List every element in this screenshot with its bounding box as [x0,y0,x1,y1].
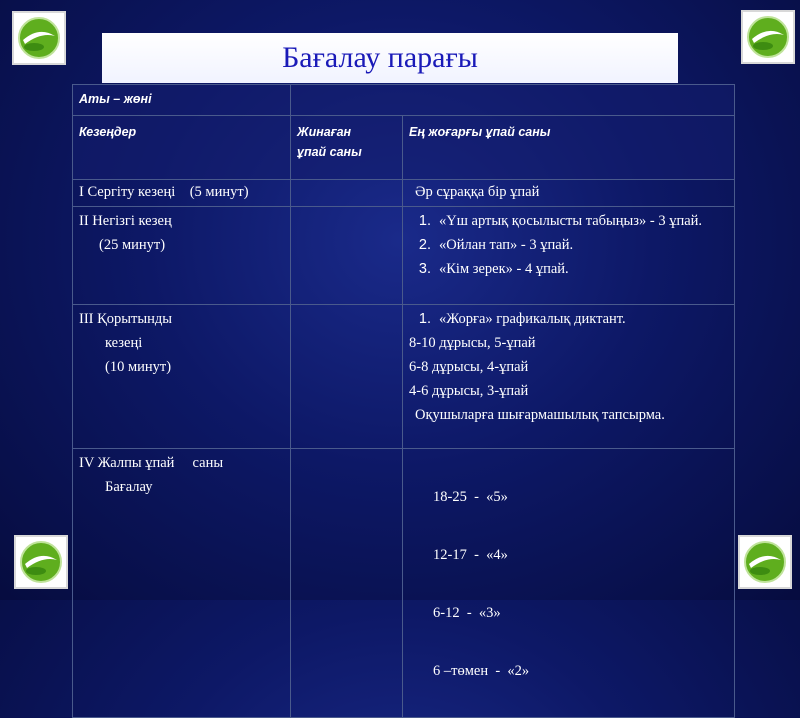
max-cell [403,207,735,305]
grade-line: 6-12 - «3» [433,605,501,621]
table-row [73,207,735,305]
table-row [73,180,735,207]
stage-cell [73,305,291,449]
grade-line: 6 –төмен - «2» [433,663,530,679]
stage-cell [73,207,291,305]
stage-text: II Негізгі кезең [79,213,172,229]
list-item: 2. «Ойлан тап» - 3 ұпай. [435,233,734,257]
score-criteria-line: 6-8 дұрысы, 4-ұпай [409,359,529,375]
table-row [73,305,735,449]
creative-task-line: Оқушыларға шығармашылық тапсырма. [415,407,665,423]
stage-duration: (25 минут) [99,237,166,253]
header-row [73,116,735,180]
max-cell [403,180,735,207]
score-cell [291,180,403,207]
stage-text: IV Жалпы ұпай саны [79,455,224,471]
stage-text-cont: кезеңі [105,335,143,351]
header-collected-line2: ұпай саны [297,145,362,159]
header-max-score: Ең жоғарғы ұпай саны [409,125,551,139]
logo-icon-bottom-left [14,535,68,589]
logo-icon-top-left [12,11,66,65]
header-collected-line1: Жинаған [297,125,352,139]
score-cell [291,449,403,718]
max-cell [403,449,735,718]
header-stages-cell [73,116,291,180]
stage-cell [73,180,291,207]
title-banner [102,33,678,83]
list-item: 3. «Кім зерек» - 4 ұпай. [435,257,734,281]
table-row [73,449,735,718]
list-item: 1. «Жорға» графикалық диктант. [435,307,734,331]
header-stages: Кезеңдер [79,125,137,139]
list-item: 1. «Үш артық қосылысты табыңыз» - 3 ұпай. [435,209,734,233]
stage-cell [73,449,291,718]
logo-icon-top-right [741,10,795,64]
stage-text: III Қорытынды [79,311,172,327]
stage-text: I Сергіту кезеңі (5 минут) [79,184,249,200]
score-criteria-line: 4-6 дұрысы, 3-ұпай [409,383,529,399]
grade-line: 12-17 - «4» [433,547,508,563]
header-max-cell [403,116,735,180]
score-cell [291,305,403,449]
max-text: Әр сұраққа бір ұпай [415,184,540,200]
max-cell [403,305,735,449]
logo-icon-bottom-right [738,535,792,589]
score-criteria-line: 8-10 дұрысы, 5-ұпай [409,335,536,351]
score-cell [291,207,403,305]
evaluation-table [72,84,735,718]
name-label-cell [73,85,291,116]
grade-line: 18-25 - «5» [433,489,508,505]
stage-text-cont: Бағалау [105,479,153,495]
name-row [73,85,735,116]
name-value-cell [291,85,735,116]
header-collected-cell [291,116,403,180]
name-label: Аты – жөні [79,92,152,106]
stage-duration: (10 минут) [105,359,172,375]
page-title: Бағалау парағы [282,41,478,74]
